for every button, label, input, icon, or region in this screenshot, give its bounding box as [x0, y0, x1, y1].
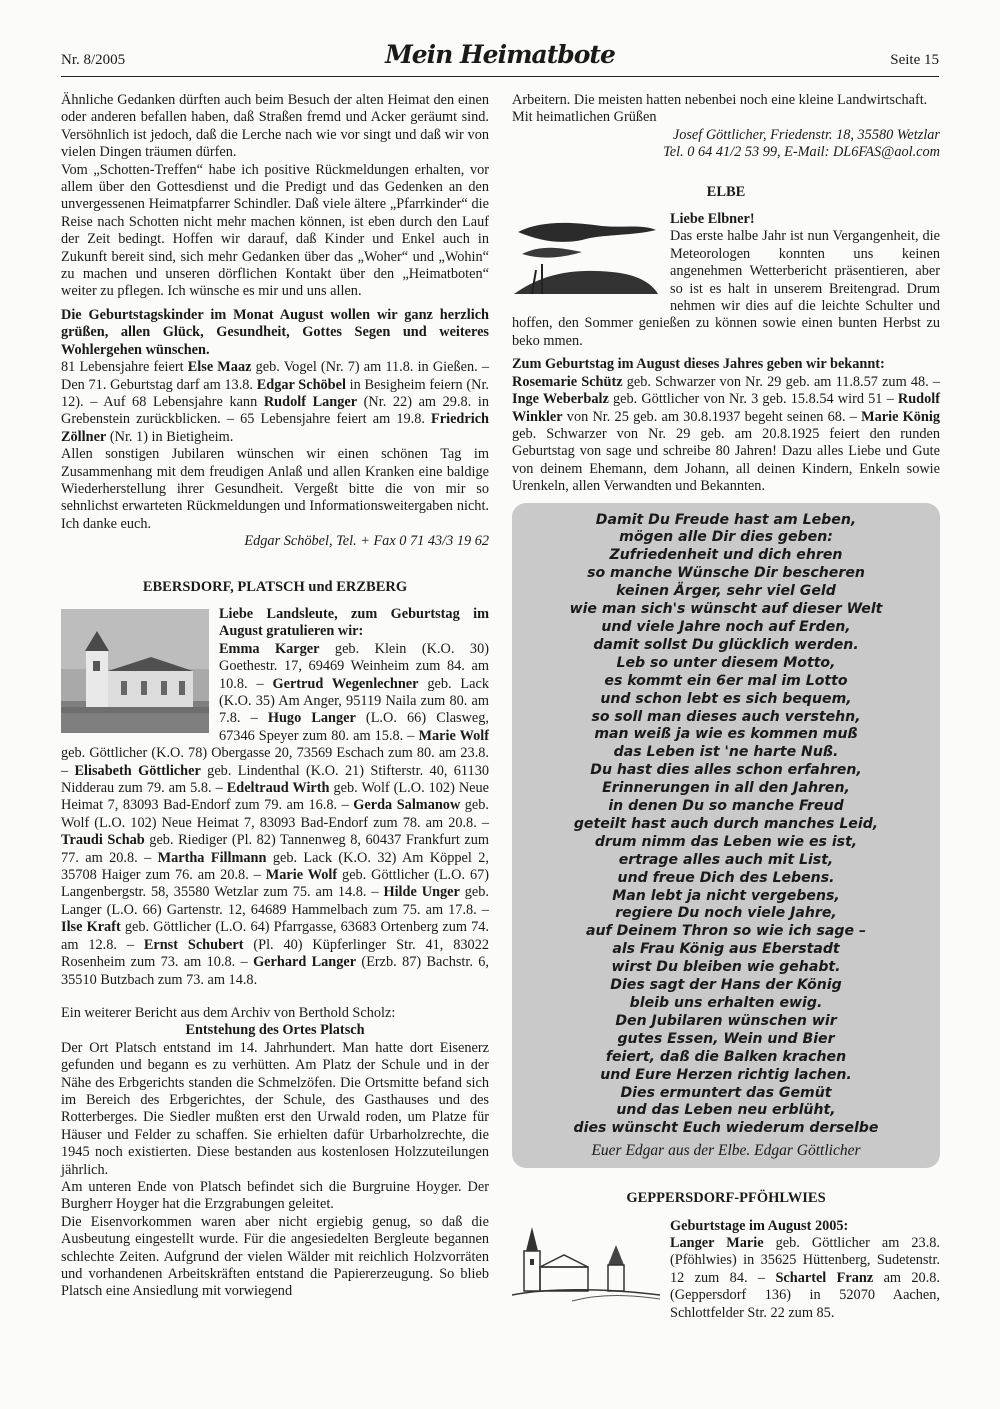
poem-line: Man lebt ja nicht vergebens, — [612, 887, 840, 904]
archive-title: Entstehung des Ortes Platsch — [185, 1022, 365, 1039]
elbe-section — [512, 211, 940, 496]
poem-line: wie man sich's wünscht auf dieser Welt — [569, 601, 883, 618]
poem-line: wirst Du bleiben wie gehabt. — [611, 959, 841, 976]
poem-line: Du hast dies alles schon erfahren, — [590, 762, 862, 779]
elbe-greeting: Liebe Elbner! — [670, 211, 755, 228]
poem-line: man weiß ja wie es kommen muß — [594, 726, 858, 743]
landscape-drawing — [512, 214, 660, 300]
paragraph: Die Eisenvorkommen waren aber nicht ergiebig genug, so daß die Ausbeutung eingestellt wurde. Für die angesiedelten Bergleute begannen schlechte Zeiten. Aufgrund der vielen Wälder mit reichlich Holzvorräten und vorhandenen Arbeitskräften entstand die Papiererzeugung. So blieb Platsch eine Ansiedlung mit vorwiegend — [61, 1213, 489, 1300]
elbe-birthdays: Rosemarie Schütz geb. Schwarzer von Nr. 29 geb. am 11.8.57 zum 48. – Inge Weberbalz geb. Göttlicher von Nr. 3 geb. 15.8.54 wird 51 – Rudolf Winkler von Nr. 25 geb. am 30.8.1937 begeht seinen 68. – Marie König geb. Schwarzer von Nr. 29 geb. am 20.8.1925 feiert den runden Geburtstag von sage und schreibe 80 Jahren! Dazu alles Liebe und Gute von deinem Ehemann, dem Johann, all deinen Kindern, Enkeln sowie Urenkeln, allen Verwandten und Bekannten. — [512, 373, 941, 495]
poem-line: mögen alle Dir dies geben: — [619, 529, 833, 546]
poem-line: keinen Ärger, sehr viel Geld — [616, 583, 836, 600]
geppersdorf-birthdays: Langer Marie geb. Göttlicher am 23.8. (Pföhlwies) in 35625 Hüttenberg, Sudetenstr. 12 zum 84. – Schartel Franz am 20.8. (Geppersdorf 136) in 52070 Aachen, Schlottfelder Str. 22 zum 85. — [670, 1234, 941, 1321]
left-column — [61, 92, 489, 1301]
poem-line: und schon lebt es sich bequem, — [600, 690, 852, 707]
birthday-list: 81 Lebensjahre feiert Else Maaz geb. Vogel (Nr. 7) am 11.8. in Gießen. – Den 71. Geburtstag darf am 13.8. Edgar Schöbel in Besigheim feiern (Nr. 12). – Auf 68 Lebensjahre kann Rudolf Langer (Nr. 22) am 29.8. in Grebenstein zurückblicken. – 65 Lebensjahre feiert am 19.8. Friedrich Zöllner (Nr. 1) in Bietigheim. — [61, 359, 489, 445]
poem-line: Den Jubilaren wünschen wir — [615, 1012, 837, 1029]
archive-intro: Ein weiterer Bericht aus dem Archiv von Berthold Scholz: — [61, 1004, 396, 1021]
poem-line: dies wünscht Euch wiederum derselbe — [573, 1120, 879, 1137]
paragraph: Ähnliche Gedanken dürften auch beim Besuch der alten Heimat den einen oder anderen befallen haben, daß Straßen fremd und Acker geräumt sind. Versöhnlich ist jedoch, daß die Lerche nach wie vor singt und daß wir von vielen Dingen träumen dürfen. — [61, 92, 489, 161]
poem-line: feiert, daß die Balken krachen — [605, 1048, 847, 1065]
signature-line-1: Josef Göttlicher, Friedenstr. 18, 35580 Wetzlar — [672, 126, 940, 143]
poem-line: drum nimm das Leben wie es ist, — [594, 833, 858, 850]
paragraph: Arbeitern. Die meisten hatten nebenbei noch eine kleine Landwirtschaft. — [512, 92, 928, 108]
poem-line: damit sollst Du glücklich werden. — [593, 636, 859, 653]
poem-line: das Leben ist 'ne harte Nuß. — [613, 744, 839, 761]
regards: Mit heimatlichen Grüßen — [512, 109, 657, 126]
geppersdorf-section — [512, 1218, 940, 1322]
church-photo — [61, 609, 209, 733]
paragraph: Am unteren Ende von Platsch befindet sich die Burgruine Hoyger. Der Burgherr Hoyger hat die Erzgrabungen geleitet. — [61, 1178, 489, 1213]
elbe-birthday-head: Zum Geburtstag im August dieses Jahres geben wir bekannt: — [512, 356, 885, 373]
ebersdorf-section — [61, 606, 489, 989]
poem-line: so soll man dieses auch verstehn, — [591, 708, 861, 725]
signature-line-2: Tel. 0 64 41/2 53 99, E-Mail: DL6FAS@aol.com — [663, 144, 940, 161]
signature: Edgar Schöbel, Tel. + Fax 0 71 43/3 19 62 — [244, 533, 489, 550]
poem-line: gutes Essen, Wein und Bier — [617, 1030, 835, 1047]
poem-line: Erinnerungen in all den Jahren, — [602, 780, 850, 797]
paragraph: Allen sonstigen Jubilaren wünschen wir einen schönen Tag im Zusammenhang mit dem freudigen Anlaß und allen Kranken eine baldige Wiederherstellung ihrer Gesundheit. Vergeßt bitte die von mir so sehnlichst erwarteten Rückmeldungen und Informationsweitergaben nicht. Ich danke euch. — [61, 446, 489, 532]
poem-line: Damit Du Freude hast am Leben, — [595, 511, 857, 528]
poem-line: auf Deinem Thron so wie ich sage – — [586, 923, 866, 940]
ebersdorf-intro: Liebe Landsleute, zum Geburtstag im August gratulieren wir: — [219, 605, 489, 640]
poem-line: so manche Wünsche Dir bescheren — [587, 565, 865, 582]
poem-signature: Euer Edgar aus der Elbe. Edgar Göttlicher — [591, 1142, 861, 1160]
poem-line: Dies ermuntert das Gemüt — [620, 1084, 832, 1101]
issue-number: Nr. 8/2005 — [61, 52, 126, 68]
section-title-elbe: ELBE — [706, 183, 746, 200]
page-header — [61, 40, 939, 77]
section-title-geppersdorf: GEPPERSDORF-PFÖHLWIES — [626, 1190, 826, 1207]
poem-line: als Frau König aus Eberstadt — [612, 941, 840, 958]
geppersdorf-head: Geburtstage im August 2005: — [670, 1217, 849, 1234]
poem-line: Dies sagt der Hans der König — [610, 977, 842, 994]
birthday-greeting: Die Geburtstagskinder im Monat August wollen wir ganz herzlich grüßen, allen Glück, Gesundheit, Gottes Segen und weiteres Wohlergehen wünschen. — [61, 306, 489, 358]
right-column — [512, 92, 940, 1322]
poem-line: Leb so unter diesem Motto, — [616, 654, 836, 671]
ebersdorf-birthdays: Emma Karger geb. Klein (K.O. 30) Goethestr. 17, 69469 Weinheim zum 84. am 10.8. – Gertrud Wegenlechner geb. Lack (K.O. 35) Am Anger, 95119 Naila zum 80. am 7.8. – Hugo Langer (L.O. 66) Clasweg, 67346 Speyer zum 80. am 15.8. – Marie Wolf geb. Göttlicher (K.O. 78) Obergasse 20, 73569 Eschach zum 80. am 23.8. – Elisabeth Göttlicher geb. Lindenthal (K.O. 21) Stifterstr. 40, 61130 Nidderau zum 79. am 5.8. – Edeltraud Wirth geb. Wolf (L.O. 102) Neue Heimat 7, 83093 Bad-Endorf zum 79. am 16.8. – Gerda Salmanow geb. Wolf (L.O. 102) Neue Heimat 7, 83093 Bad-Endorf zum 78. am 20.8. – Traudi Schab geb. Riediger (Pl. 82) Tannenweg 8, 60437 Frankfurt zum 77. am 20.8. – Martha Fillmann geb. Lack (K.O. 32) Am Köppel 2, 35708 Haiger zum 76. am 20.8. – Marie Wolf geb. Göttlicher (L.O. 67) Langenbergstr. 58, 35580 Wetzlar zum 75. am 14.8. – Hilde Unger geb. Langer (L.O. 66) Gartenstr. 12, 64689 Hammelbach zum 75. am 17.8. – Ilse Kraft geb. Göttlicher (L.O. 64) Pfarrgasse, 63683 Ortenberg zum 74. am 12.8. – Ernst Schubert (Pl. 40) Küpferlinger Str. 41, 83022 Rosenheim zum 73. am 10.8. – Gerhard Langer (Erzb. 87) Bachstr. 6, 35510 Butzbach zum 73. am 14.8. — [61, 640, 490, 988]
poem-line: und viele Jahre noch auf Erden, — [601, 618, 851, 635]
village-drawing — [512, 1221, 660, 1305]
masthead-logo: Mein Heimatbote — [385, 40, 615, 69]
page-number: Seite 15 — [890, 52, 939, 68]
poem-line: und Eure Herzen richtig lachen. — [600, 1066, 852, 1083]
paragraph: Der Ort Platsch entstand im 14. Jahrhundert. Man hatte dort Eisenerz gefunden und begann es zu verhütten. Am Platz der Schule und in der Nähe des Erbgerichts standen die Schmelzöfen. Die Ortsmitte befand sich im Bereich des Erbgerichtes, der Schule, des Gasthauses und des Rotterberges. Die Siedler mußten erst den Urwald roden, um Platze für Häuser und Felder zu schaffen. Sie erhielten dafür Urbarholzrechte, die 1945 noch existierten. Diese bestanden aus kostenlosen Holzzuteilungen jährlich. — [61, 1039, 489, 1178]
poem-line: bleib uns erhalten ewig. — [629, 995, 823, 1011]
poem-line: geteilt hast auch durch manches Leid, — [573, 815, 879, 832]
poem-line: ertrage alles auch mit List, — [618, 851, 834, 868]
poem-line: regiere Du noch viele Jahre, — [615, 905, 837, 922]
poem-line: es kommt ein 6er mal im Lotto — [604, 672, 848, 689]
poem-line: Zufriedenheit und dich ehren — [609, 547, 843, 564]
paragraph: Das erste halbe Jahr ist nun Vergangenheit, die Meteorologen konnten uns keinen angenehmen Wetterbericht präsentieren, aber so ist es halt in unserem Breitengrad. Drum nehmen wir dies auf die leichte Schulter und hoffen, den Sommer genießen zu können sowie einen bunten Herbst zu beko mmen. — [512, 228, 940, 349]
section-title-ebersdorf: EBERSDORF, PLATSCH und ERZBERG — [142, 578, 408, 595]
paragraph: Vom „Schotten-Treffen“ habe ich positive Rückmeldungen erhalten, vor allem über den Gottesdienst und die Predigt und das Gedenken an den unvergessenen Heimatpfarrer Schindler. Daß viele ältere „Pfarrkinder“ die Reise nach Schotten nicht mehr machen können, ist eben durch den Lauf der Zeit bedingt. Hoffen wir darauf, daß Kinder und Enkel auch in Zukunft bereit sind, sich mehr Gedanken über das „Woher“ und „Wohin“ zu machen und unseren dörflichen Kontakt über den „Heimatboten“ weiter zu pflegen. Ich wünsche es mir und uns allen. — [61, 161, 489, 300]
poem-line: und freue Dich des Lebens. — [617, 869, 835, 886]
poem-line: in denen Du so manche Freud — [608, 798, 844, 815]
poem-line: und das Leben neu erblüht, — [616, 1102, 836, 1119]
birthday-poem-box — [512, 503, 940, 1169]
